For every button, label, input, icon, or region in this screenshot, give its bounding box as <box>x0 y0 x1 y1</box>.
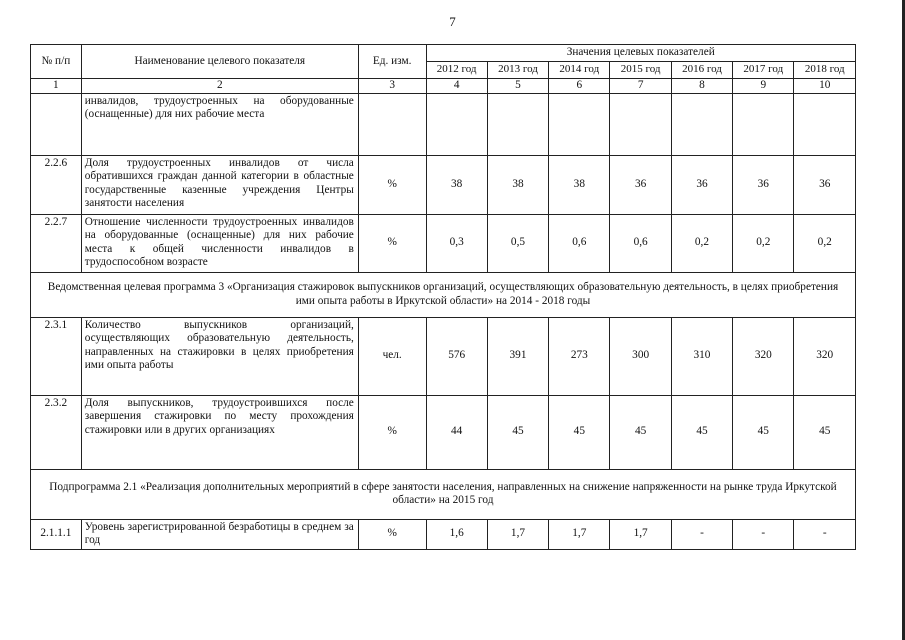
indicator-value: 300 <box>610 317 671 395</box>
header-year: 2016 год <box>671 62 732 79</box>
column-number: 3 <box>358 79 426 94</box>
indicator-unit: чел. <box>358 317 426 395</box>
indicator-name: Доля трудоустроенных инвалидов от числа обратившихся граждан данной категории в областные государственные казенные учреждения Центры занятости населения <box>81 155 358 214</box>
indicator-value: 45 <box>549 395 610 469</box>
row-number: 2.2.6 <box>31 155 82 214</box>
table-row <box>31 519 856 549</box>
table-row <box>31 155 856 214</box>
indicator-name: Отношение численности трудоустроенных инвалидов на оборудованные (оснащенные) для них рабочие места к общей численности инвалидов в трудоспособном возрасте <box>81 214 358 272</box>
indicator-value: 0,2 <box>733 214 794 272</box>
header-col-name: Наименование целевого показателя <box>81 45 358 79</box>
indicator-unit <box>358 93 426 155</box>
row-number: 2.2.7 <box>31 214 82 272</box>
header-year: 2012 год <box>426 62 487 79</box>
indicator-value: 1,6 <box>426 519 487 549</box>
indicator-value: 310 <box>671 317 732 395</box>
section-heading: Подпрограмма 2.1 «Реализация дополнительных мероприятий в сфере занятости населения, направленных на снижение напряженности на рынке труда Иркутской области» на 2015 год <box>31 469 856 519</box>
indicator-value <box>794 93 856 155</box>
indicator-value: 38 <box>487 155 548 214</box>
table-section-row <box>31 272 856 317</box>
header-col-values: Значения целевых показателей <box>426 45 856 62</box>
indicator-value: 0,6 <box>610 214 671 272</box>
indicator-value: 45 <box>671 395 732 469</box>
indicator-value: 576 <box>426 317 487 395</box>
indicator-name: Количество выпускников организаций, осуществляющих образовательную деятельность, направленных на стажировки в целях приобретения ими опыта работы <box>81 317 358 395</box>
indicator-value: 1,7 <box>487 519 548 549</box>
column-number: 1 <box>31 79 82 94</box>
indicator-value: 36 <box>733 155 794 214</box>
indicator-value: - <box>733 519 794 549</box>
indicator-value: 36 <box>794 155 856 214</box>
indicator-value: 0,6 <box>549 214 610 272</box>
indicator-value: 44 <box>426 395 487 469</box>
indicator-name: инвалидов, трудоустроенных на оборудованные (оснащенные) для них рабочие места <box>81 93 358 155</box>
indicator-value <box>487 93 548 155</box>
indicator-value: 45 <box>610 395 671 469</box>
indicator-unit: % <box>358 395 426 469</box>
row-number: 2.3.2 <box>31 395 82 469</box>
column-number: 7 <box>610 79 671 94</box>
table-section-row <box>31 469 856 519</box>
indicator-name: Доля выпускников, трудоустроившихся после завершения стажировки по месту прохождения стажировки или в других организациях <box>81 395 358 469</box>
indicator-value: 0,5 <box>487 214 548 272</box>
table-row <box>31 395 856 469</box>
column-number: 9 <box>733 79 794 94</box>
column-number: 5 <box>487 79 548 94</box>
header-year: 2015 год <box>610 62 671 79</box>
indicator-value: 0,2 <box>794 214 856 272</box>
target-indicators-table <box>30 44 856 550</box>
column-number: 10 <box>794 79 856 94</box>
row-number: 2.1.1.1 <box>31 519 82 549</box>
header-year: 2017 год <box>733 62 794 79</box>
indicator-value: - <box>671 519 732 549</box>
section-heading: Ведомственная целевая программа 3 «Организация стажировок выпускников организаций, осуществляющих образовательную деятельность, в целях приобретения ими опыта работы в Иркутской области» на 2014 - 2018 годы <box>31 272 856 317</box>
indicator-unit: % <box>358 519 426 549</box>
table-row <box>31 317 856 395</box>
row-number: 2.3.1 <box>31 317 82 395</box>
indicator-value <box>671 93 732 155</box>
indicator-name: Уровень зарегистрированной безработицы в среднем за год <box>81 519 358 549</box>
page-number: 7 <box>449 14 456 29</box>
indicator-value <box>610 93 671 155</box>
table-row <box>31 93 856 155</box>
indicator-unit: % <box>358 155 426 214</box>
indicator-value: 45 <box>733 395 794 469</box>
indicator-value <box>549 93 610 155</box>
indicator-value: 0,3 <box>426 214 487 272</box>
header-col-num: № п/п <box>31 45 82 79</box>
indicator-value: 391 <box>487 317 548 395</box>
indicator-value: 38 <box>549 155 610 214</box>
column-number: 4 <box>426 79 487 94</box>
indicator-value: 0,2 <box>671 214 732 272</box>
indicator-value: 38 <box>426 155 487 214</box>
indicator-value: 45 <box>794 395 856 469</box>
indicator-value <box>426 93 487 155</box>
indicator-value: 320 <box>794 317 856 395</box>
indicator-value <box>733 93 794 155</box>
header-year: 2018 год <box>794 62 856 79</box>
indicator-unit: % <box>358 214 426 272</box>
column-number: 6 <box>549 79 610 94</box>
column-number: 8 <box>671 79 732 94</box>
indicator-value: 45 <box>487 395 548 469</box>
indicator-value: 273 <box>549 317 610 395</box>
row-number <box>31 93 82 155</box>
indicator-value: 1,7 <box>549 519 610 549</box>
header-year: 2013 год <box>487 62 548 79</box>
indicator-value: 36 <box>671 155 732 214</box>
indicator-value: 1,7 <box>610 519 671 549</box>
table-row <box>31 214 856 272</box>
indicator-value: 36 <box>610 155 671 214</box>
indicator-value: 320 <box>733 317 794 395</box>
indicator-value: - <box>794 519 856 549</box>
header-year: 2014 год <box>549 62 610 79</box>
header-col-unit: Ед. изм. <box>358 45 426 79</box>
column-number: 2 <box>81 79 358 94</box>
